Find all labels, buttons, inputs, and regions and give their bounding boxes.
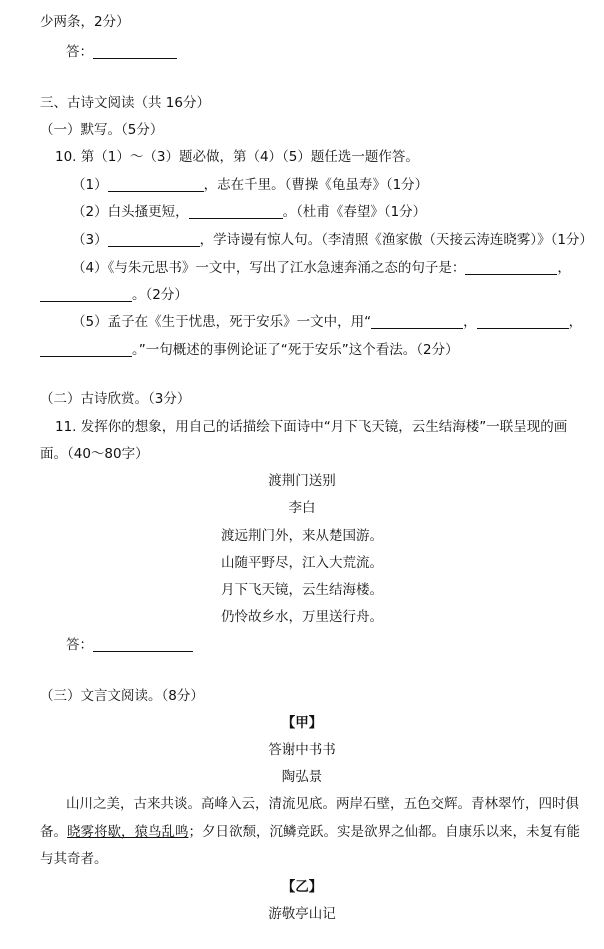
jia-text: ；夕日欲颓，沉鳞竞跃。实是欲界之仙都。自康乐以来，未复有能	[188, 824, 580, 840]
yi-label: 【乙】	[281, 879, 323, 895]
jia-para-line2	[40, 823, 580, 841]
poem-line: 渡远荆门外，来从楚国游。	[221, 528, 383, 544]
jia-author: 陶弘景	[281, 769, 323, 785]
item-4-comma: ，	[557, 260, 571, 276]
part2-title: （二）古诗欣赏。（3分）	[40, 391, 191, 407]
part3-title: （三）文言文阅读。（8分）	[40, 688, 204, 704]
blank-5c[interactable]	[40, 342, 132, 357]
item-5-comma-1: ，	[463, 314, 477, 330]
answer-blank[interactable]	[93, 44, 177, 59]
poem-line: 月下飞天镜，云生结海楼。	[221, 582, 383, 598]
item-1	[72, 176, 428, 194]
continued-line: 少两条，2分）	[40, 14, 130, 30]
jia-label: 【甲】	[281, 715, 323, 731]
item-5-tail: 。”一句概述的事例论证了“死于安乐”这个看法。（2分）	[132, 342, 459, 358]
item-5-text: （5）孟子在《生于忧患，死于安乐》一文中，用“	[72, 314, 372, 330]
jia-text: 备。	[40, 824, 67, 840]
item-3	[72, 231, 593, 249]
item-1-text: ，志在千里。（曹操《龟虽寿》（1分）	[203, 177, 429, 193]
poem-author: 李白	[288, 500, 316, 516]
item-4-score: 。（2分）	[132, 287, 188, 303]
poem-line: 仍怜故乡水，万里送行舟。	[221, 609, 383, 625]
poem-line: 山随平野尽，江入大荒流。	[221, 555, 383, 571]
yi-title: 游敬亭山记	[268, 906, 336, 922]
jia-underlined-text: 晓雾将歇，猿鸟乱鸣	[67, 824, 189, 840]
jia-title: 答谢中书书	[268, 742, 336, 758]
item-2-lead: （2）白头搔更短，	[72, 204, 189, 220]
answer-blank[interactable]	[93, 637, 193, 652]
blank-4a[interactable]	[465, 260, 557, 275]
item-5-comma-2: ，	[568, 314, 583, 330]
item-1-number: （1）	[72, 177, 108, 193]
answer-label: 答：	[66, 44, 93, 60]
blank-5a[interactable]	[371, 314, 463, 329]
item-3-number: （3）	[72, 232, 108, 248]
item-2	[72, 203, 426, 221]
item-5-line1	[72, 313, 582, 331]
part1-title: （一）默写。（5分）	[40, 122, 164, 138]
answer-label: 答：	[66, 637, 93, 653]
answer-line-top	[66, 43, 177, 61]
blank-5b[interactable]	[477, 314, 569, 329]
section3-title: 三、古诗文阅读（共 16分）	[40, 95, 210, 111]
blank-2[interactable]	[189, 204, 283, 219]
item-2-text: 。（杜甫《春望》（1分）	[282, 204, 427, 220]
blank-3[interactable]	[108, 232, 200, 247]
item-4-text: （4）《与朱元思书》一文中，写出了江水急速奔涌之态的句子是：	[72, 260, 466, 276]
question-10: 10. 第（1）～（3）题必做，第（4）（5）题任选一题作答。	[55, 149, 419, 165]
jia-para-line1: 山川之美，古来共谈。高峰入云，清流见底。两岸石壁，五色交辉。青林翠竹，四时俱	[66, 796, 579, 812]
blank-1[interactable]	[108, 177, 204, 192]
item-4-line2	[40, 286, 188, 304]
item-3-text: ，学诗谩有惊人句。（李清照《渔家傲（天接云涛连晓雾）》（1分）	[199, 232, 593, 248]
item-4-line1	[72, 259, 571, 277]
item-5-line2	[40, 341, 459, 359]
question-11-line2: 面。（40～80字）	[40, 446, 149, 462]
question-11-line1: 11. 发挥你的想象，用自己的话描绘下面诗中“月下飞天镜，云生结海楼”一联呈现的画	[55, 419, 568, 435]
poem-title: 渡荆门送别	[268, 473, 336, 489]
jia-para-line3: 与其奇者。	[40, 851, 108, 867]
blank-4b[interactable]	[40, 287, 132, 302]
answer-line-11	[66, 636, 193, 654]
